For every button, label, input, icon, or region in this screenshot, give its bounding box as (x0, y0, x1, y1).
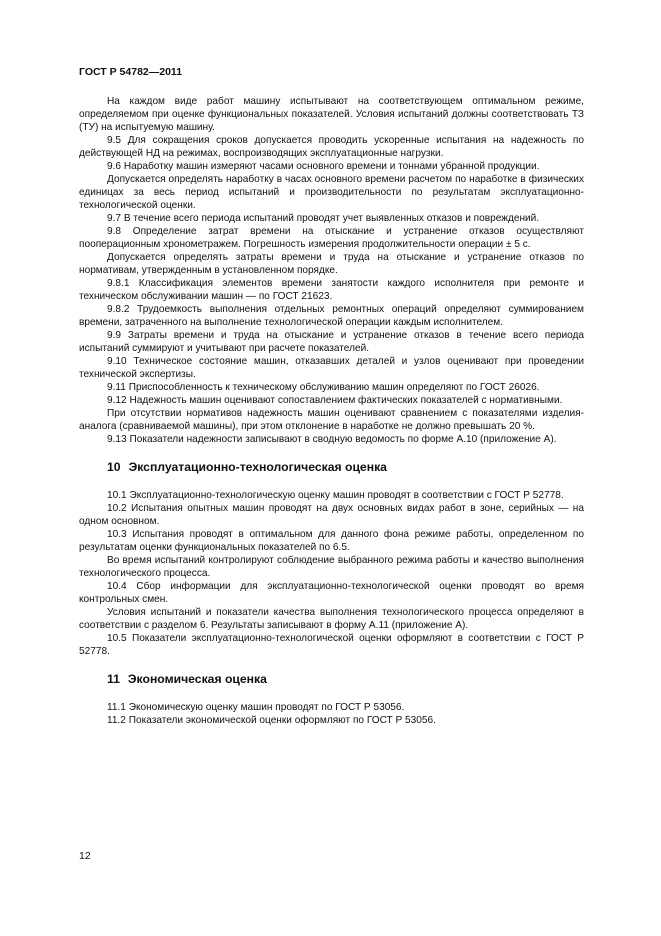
paragraph: 10.5 Показатели эксплуатационно-технологической оценки оформляют в соответствии с ГОСТ Р 52778. (79, 633, 584, 657)
paragraph: На каждом виде работ машину испытывают на соответствующем оптимальном режиме, определяемом при оценке функциональных показателей. Условия испытаний должны соответствовать ТЗ (ТУ) на испытуемую машину. (79, 96, 584, 133)
section-11 (79, 701, 584, 727)
paragraph: 10.4 Сбор информации для эксплуатационно-технологической оценки проводят во время контрольных смен. (79, 581, 584, 605)
document-body (79, 95, 584, 727)
paragraph: 9.8.2 Трудоемкость выполнения отдельных ремонтных операций определяют суммированием времени, затраченного на выполнение технологической операции каждым исполнителем. (79, 304, 584, 328)
section-number: 10 (107, 460, 121, 474)
section-title: Эксплуатационно-технологическая оценка (128, 460, 387, 474)
paragraph: 9.7 В течение всего периода испытаний проводят учет выявленных отказов и повреждений. (107, 213, 540, 224)
paragraph: Во время испытаний контролируют соблюдение выбранного режима работы и качество выполнения технологического процесса. (79, 555, 584, 579)
paragraph: 10.2 Испытания опытных машин проводят на двух основных видах работ в зоне, серийных — на одном основном. (79, 503, 584, 527)
section-10 (79, 489, 584, 658)
standard-header: ГОСТ Р 54782—2011 (79, 66, 183, 78)
paragraph: При отсутствии нормативов надежность машин оценивают сравнением с показателями изделия-аналога (сравниваемой машины), при этом отклонение в наработке не должно превышать 20 %. (79, 408, 584, 432)
paragraph: 11.1 Экономическую оценку машин проводят по ГОСТ Р 53056. (107, 702, 405, 713)
paragraph: 9.9 Затраты времени и труда на отыскание и устранение отказов в течение всего периода испытаний суммируют и учитывают при расчете показателей. (79, 330, 584, 354)
paragraph: Допускается определять затраты времени и труда на отыскание и устранение отказов по нормативам, утвержденным в установленном порядке. (79, 252, 584, 276)
paragraph: 9.11 Приспособленность к техническому обслуживанию машин определяют по ГОСТ 26026. (107, 382, 540, 393)
paragraph: 11.2 Показатели экономической оценки оформляют по ГОСТ Р 53056. (107, 715, 436, 726)
paragraph: 9.8.1 Классификация элементов времени занятости каждого исполнителя при ремонте и техническом обслуживании машин — по ГОСТ 21623. (79, 278, 584, 302)
paragraph: 10.3 Испытания проводят в оптимальном для данного фона режиме работы, определенном по результатам оценки функциональных показателей по 6.5. (79, 529, 584, 553)
section-number: 11 (107, 672, 120, 686)
paragraph: 9.13 Показатели надежности записывают в сводную ведомость по форме А.10 (приложение А). (107, 434, 557, 445)
paragraph: 9.5 Для сокращения сроков допускается проводить ускоренные испытания на надежность по действующей НД на режимах, воспроизводящих эксплуатационные нагрузки. (79, 135, 584, 159)
section-10-heading (79, 460, 584, 475)
paragraph: Условия испытаний и показатели качества выполнения технологического процесса определяют в соответствии с разделом 6. Результаты записывают в форму А.11 (приложение А). (79, 607, 584, 631)
page-number: 12 (79, 850, 91, 862)
paragraph: 10.1 Эксплуатационно-технологическую оценку машин проводят в соответствии с ГОСТ Р 52778. (107, 490, 564, 501)
paragraph: Допускается определять наработку в часах основного времени расчетом по наработке в физических единицах за весь период испытаний и производительности по результатам эксплуатационно-технологической оценки. (79, 174, 584, 211)
section-11-heading (79, 672, 584, 687)
paragraph: 9.12 Надежность машин оценивают сопоставлением фактических показателей с нормативными. (107, 395, 563, 406)
section-9-continued (79, 95, 584, 446)
paragraph: 9.10 Техническое состояние машин, отказавших деталей и узлов оценивают при проведении технической экспертизы. (79, 356, 584, 380)
paragraph: 9.8 Определение затрат времени на отыскание и устранение отказов осуществляют пооперационным хронометражем. Погрешность измерения продолжительности операции ± 5 с. (79, 226, 584, 250)
section-title: Экономическая оценка (127, 672, 267, 686)
paragraph: 9.6 Наработку машин измеряют часами основного времени и тоннами убранной продукции. (107, 161, 540, 172)
